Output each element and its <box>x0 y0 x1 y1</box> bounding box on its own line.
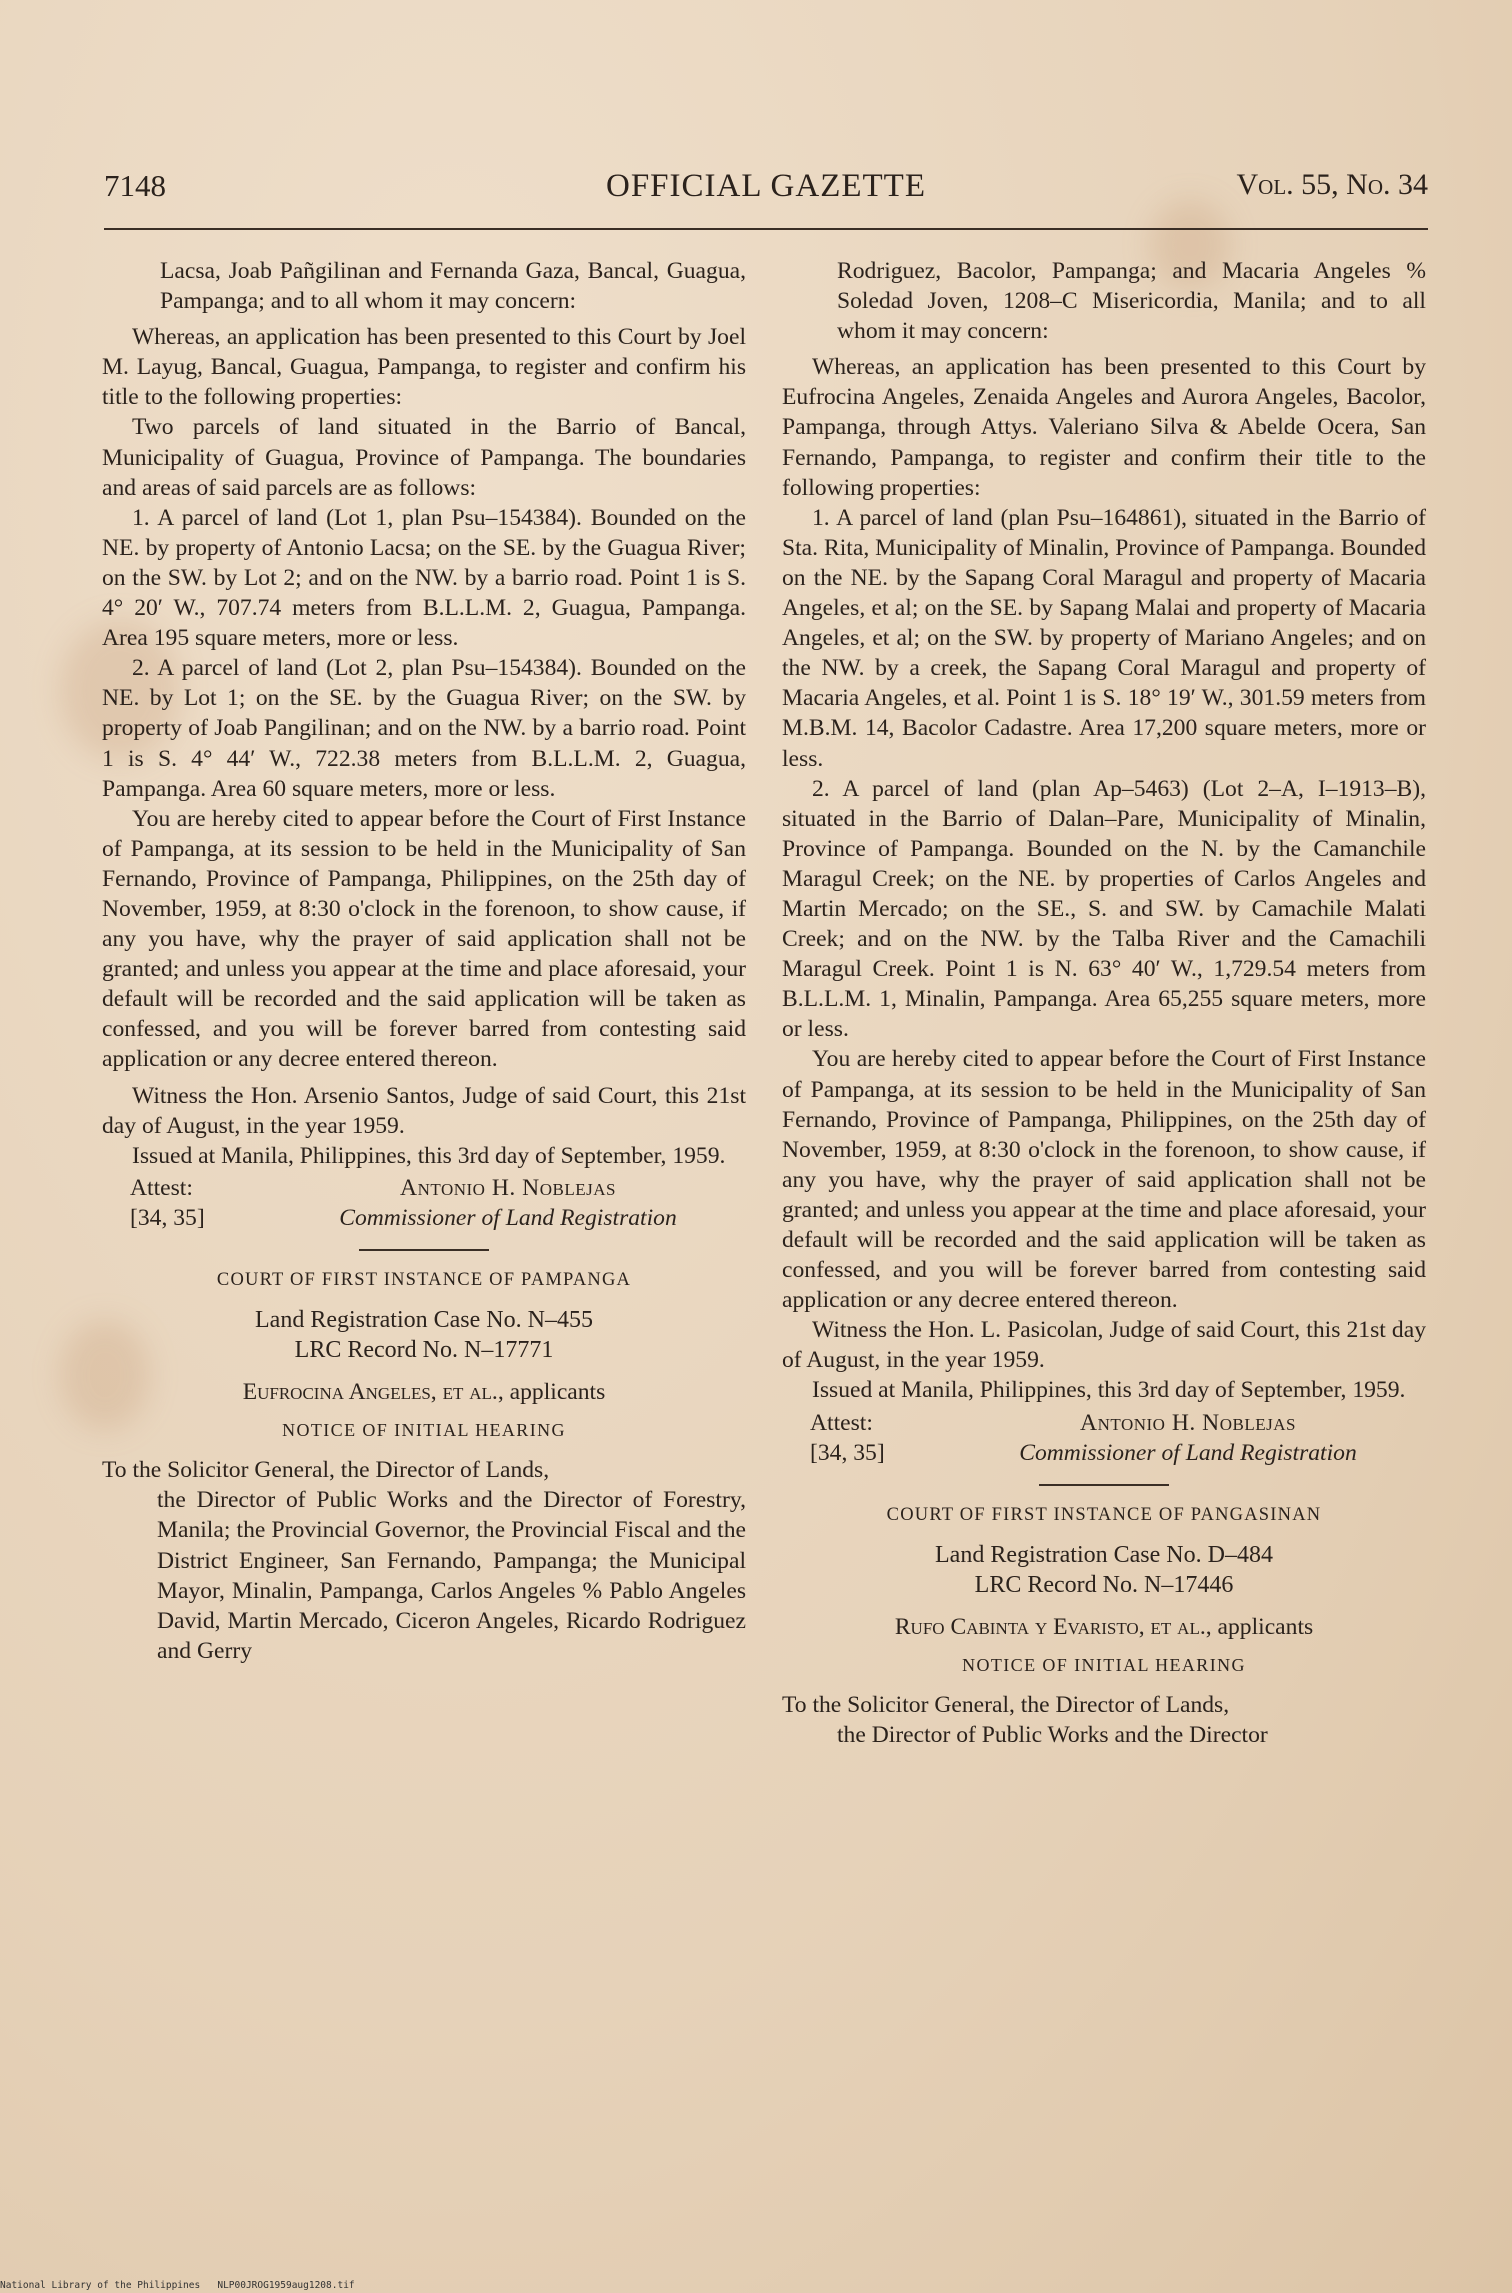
record-number: LRC Record No. N–17446 <box>974 1571 1234 1598</box>
citation-paragraph: You are hereby cited to appear before the Court of First Instance of Pampanga, at its session to be held in the Municipality of San Fernando, Province of Pampanga, Philippines, on the 25th day of November, 1959, at 8:30 o'clock in the forenoon, to show cause, if any you have, why the prayer of said application shall not be granted; and unless you appear at the time and place aforesaid, your default will be recorded and the said application will be taken as confessed, and you will be forever barred from contesting said application or any decree entered thereon. <box>782 1046 1426 1314</box>
parcel-2-paragraph: 2. A parcel of land (Lot 2, plan Psu–154384). Bounded on the NE. by Lot 1; on the SE. by the Guagua River; on the SW. by property of Joab Pangilinan; and on the NW. by a barrio road. Point 1 is S. 4° 44′ W., 722.38 meters from B.L.L.M. 2, Guagua, Pampanga. Area 60 square meters, more or less. <box>102 655 746 802</box>
publication-title: OFFICIAL GAZETTE <box>606 168 926 204</box>
addressee-paragraph <box>102 1455 746 1666</box>
witness-paragraph: Witness the Hon. L. Pasicolan, Judge of said Court, this 21st day of August, in the year 1959. <box>782 1317 1426 1374</box>
record-number: LRC Record No. N–17771 <box>294 1337 554 1364</box>
attest-label: Attest: <box>130 1174 193 1201</box>
addressee-continuation: Lacsa, Joab Pañgilinan and Fernanda Gaza, Bancal, Guagua, Pampanga; and to all whom it may concern: <box>160 258 746 315</box>
header-rule <box>104 228 1428 230</box>
volume-number: Vol. 55, No. 34 <box>1236 168 1428 201</box>
applicants-word: applicants <box>1217 1613 1314 1640</box>
signer-name: Antonio H. Noblejas <box>1080 1409 1296 1436</box>
parcel-1-paragraph: 1. A parcel of land (Lot 1, plan Psu–154384). Bounded on the NE. by property of Antonio Lacsa; on the SE. by the Guagua River; on the SW. by Lot 2; and on the NW. by a barrio road. Point 1 is S. 4° 20′ W., 707.74 meters from B.L.L.M. 2, Guagua, Pampanga. Area 195 square meters, more or less. <box>102 504 746 652</box>
addressee-continuation: Rodriguez, Bacolor, Pampanga; and Macaria Angeles % Soledad Joven, 1208–C Misericordia, Manila; and to all whom it may concern: <box>837 258 1426 345</box>
parcel-1-paragraph: 1. A parcel of land (plan Psu–164861), situated in the Barrio of Sta. Rita, Municipality of Minalin, Province of Pampanga. Bounded on the NE. by the Sapang Coral Maragul and property of Macaria Angeles, et al; on the SE. by Sapang Malai and property of Macaria Angeles, et al; on the SW. by property of Mariano Angeles; and on the NW. by a creek, the Sapang Coral Maragul and property of Macaria Angeles, et al. Point 1 is S. 18° 19′ W., 301.59 meters from M.B.M. 14, Bacolor Cadastre. Area 17,200 square meters, more or less. <box>782 504 1426 772</box>
court-heading: COURT OF FIRST INSTANCE OF PANGASINAN <box>886 1504 1322 1525</box>
addressee-list: the Director of Public Works and the Director of Forestry, Manila; the Provincial Governor, the Provincial Fiscal and the District Engineer, San Fernando, Pampanga; the Municipal Mayor, Minalin, Pampanga, Carlos Angeles % Pablo Angeles David, Martin Mercado, Ciceron Angeles, Ricardo Rodriguez and Gerry <box>157 1487 746 1664</box>
scan-footer <box>0 2280 355 2291</box>
issue-reference: [34, 35] <box>810 1439 885 1466</box>
addressee-paragraph <box>782 1690 1426 1750</box>
page-number: 7148 <box>104 168 166 203</box>
case-number: Land Registration Case No. N–455 <box>255 1307 593 1334</box>
witness-paragraph: Witness the Hon. Arsenio Santos, Judge of said Court, this 21st day of August, in the year 1959. <box>102 1082 746 1139</box>
addressee-lead: To the Solicitor General, the Director of Lands, <box>102 1457 550 1484</box>
citation-paragraph: You are hereby cited to appear before the Court of First Instance of Pampanga, at its session to be held in the Municipality of San Fernando, Province of Pampanga, Philippines, on the 25th day of November, 1959, at 8:30 o'clock in the forenoon, to show cause, if any you have, why the prayer of said application shall not be granted; and unless you appear at the time and place aforesaid, your default will be recorded and the said application will be taken as confessed, and you will be forever barred from contesting said application or any decree entered thereon. <box>102 805 746 1073</box>
whereas-paragraph: Whereas, an application has been presented to this Court by Joel M. Layug, Bancal, Guagua, Pampanga, to register and confirm his title to the following properties: <box>102 324 746 411</box>
applicants-line <box>782 1612 1426 1642</box>
signer-title: Commissioner of Land Registration <box>1019 1439 1357 1466</box>
applicants-name: Rufo Cabinta y Evaristo, et al., <box>894 1613 1212 1640</box>
notice-heading: NOTICE OF INITIAL HEARING <box>962 1654 1246 1675</box>
court-heading: COURT OF FIRST INSTANCE OF PAMPANGA <box>216 1270 632 1290</box>
attest-block <box>102 1173 746 1233</box>
parcels-intro-paragraph: Two parcels of land situated in the Barrio of Bancal, Municipality of Guagua, Province of Pampanga. The boundaries and areas of said parcels are as follows: <box>102 414 746 501</box>
page-header <box>104 168 1428 218</box>
signer-name: Antonio H. Noblejas <box>400 1174 616 1201</box>
addressee-lead: To the Solicitor General, the Director of Lands, <box>782 1692 1230 1719</box>
issued-paragraph: Issued at Manila, Philippines, this 3rd day of September, 1959. <box>812 1377 1406 1404</box>
issued-paragraph: Issued at Manila, Philippines, this 3rd day of September, 1959. <box>132 1142 726 1169</box>
attest-block <box>782 1408 1426 1468</box>
parcel-2-paragraph: 2. A parcel of land (plan Ap–5463) (Lot 2–A, I–1913–B), situated in the Barrio of Dalan–Pare, Municipality of Minalin, Province of Pampanga. Bounded on the N. by the Camanchile Maragul Creek; on the NE. by properties of Carlos Angeles and Martin Mercado; on the SE., S. and SW. by Camachile Malati Creek; and on the NW. by the Talba River and the Camachili Maragul Creek. Point 1 is N. 63° 40′ W., 1,729.54 meters from B.L.L.M. 1, Minalin, Pampanga. Area 65,255 square meters, more or less. <box>782 775 1426 1043</box>
left-column <box>102 256 746 1666</box>
addressee-list: the Director of Public Works and the Director <box>837 1722 1268 1749</box>
issue-reference: [34, 35] <box>130 1204 205 1231</box>
notice-heading: NOTICE OF INITIAL HEARING <box>282 1420 566 1441</box>
file-name: NLP00JROG1959aug1208.tif <box>217 2280 355 2291</box>
section-divider <box>1039 1484 1169 1486</box>
signer-title: Commissioner of Land Registration <box>339 1204 677 1231</box>
case-number: Land Registration Case No. D–484 <box>935 1541 1273 1568</box>
applicants-name: Eufrocina Angeles, et al., <box>242 1379 504 1406</box>
attest-label: Attest: <box>810 1409 873 1436</box>
whereas-paragraph: Whereas, an application has been presented to this Court by Eufrocina Angeles, Zenaida Angeles and Aurora Angeles, Bacolor, Pampanga, through Attys. Valeriano Silva & Abelde Ocera, San Fernando, Pampanga, to register and confirm their title to the following properties: <box>782 354 1426 501</box>
library-label: National Library of the Philippines <box>0 2280 201 2291</box>
section-divider <box>359 1249 489 1251</box>
applicants-line <box>102 1377 746 1407</box>
applicants-word: applicants <box>509 1379 606 1406</box>
right-column <box>782 256 1426 1750</box>
